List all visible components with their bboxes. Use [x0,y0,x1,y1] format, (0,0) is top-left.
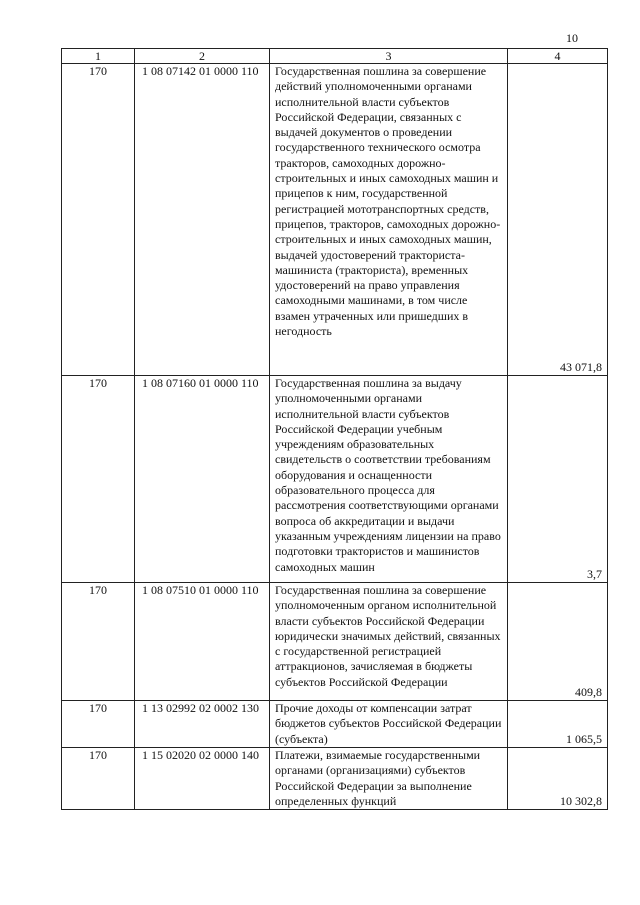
owner-code-cell: 170 [62,583,135,701]
revenue-name-cell: Государственная пошлина за выдачу уполномоченными органами исполнительной власти субъектов Российской Федерации учебным учреждениям образовательных свидетельств о соответствии требованиям оборудования и оснащенности образовательного процесса для рассмотрения соответствующими органами вопроса об аккредитации и выдачи указанным учреждениям лицензии на право подготовки трактористов и машинистов самоходных машин [270,376,508,583]
revenue-code-cell: 1 08 07510 01 0000 110 [135,583,270,701]
revenue-table [61,48,608,810]
revenue-code-cell: 1 08 07160 01 0000 110 [135,376,270,583]
amount-cell: 43 071,8 [508,64,608,376]
owner-code-cell: 170 [62,748,135,810]
page-number: 10 [566,31,578,45]
amount-cell: 409,8 [508,583,608,701]
column-header-4: 4 [508,49,608,64]
column-header-2: 2 [135,49,270,64]
revenue-code-cell: 1 15 02020 02 0000 140 [135,748,270,810]
column-header-3: 3 [270,49,508,64]
revenue-name-cell: Государственная пошлина за совершение действий уполномоченными органами исполнительной власти субъектов Российской Федерации, связанных с выдачей документов о проведении государственного технического осмотра тракторов, самоходных дорожно-строительных и иных самоходных машин и прицепов к ним, государственной регистрацией мототранспортных средств, прицепов, тракторов, самоходных дорожно-строительных и иных самоходных машин, выдачей удостоверений тракториста-машиниста (тракториста), временных удостоверений на право управления самоходными машинами, в том числе взамен утраченных или пришедших в негодность [270,64,508,376]
revenue-code-cell: 1 13 02992 02 0002 130 [135,701,270,748]
revenue-code-cell: 1 08 07142 01 0000 110 [135,64,270,376]
amount-cell: 10 302,8 [508,748,608,810]
table-row [62,701,608,748]
owner-code-cell: 170 [62,64,135,376]
table-row [62,748,608,810]
amount-cell: 3,7 [508,376,608,583]
table-row [62,64,608,376]
table-header-row [62,49,608,64]
revenue-name-cell: Государственная пошлина за совершение уполномоченным органом исполнительной власти субъектов Российской Федерации юридически значимых действий, связанных с государственной регистрацией аттракционов, зачисляемая в бюджеты субъектов Российской Федерации [270,583,508,701]
owner-code-cell: 170 [62,376,135,583]
table-row [62,583,608,701]
revenue-name-cell: Прочие доходы от компенсации затрат бюджетов субъектов Российской Федерации (субъекта) [270,701,508,748]
table-row [62,376,608,583]
owner-code-cell: 170 [62,701,135,748]
column-header-1: 1 [62,49,135,64]
amount-cell: 1 065,5 [508,701,608,748]
revenue-name-cell: Платежи, взимаемые государственными органами (организациями) субъектов Российской Федерации за выполнение определенных функций [270,748,508,810]
